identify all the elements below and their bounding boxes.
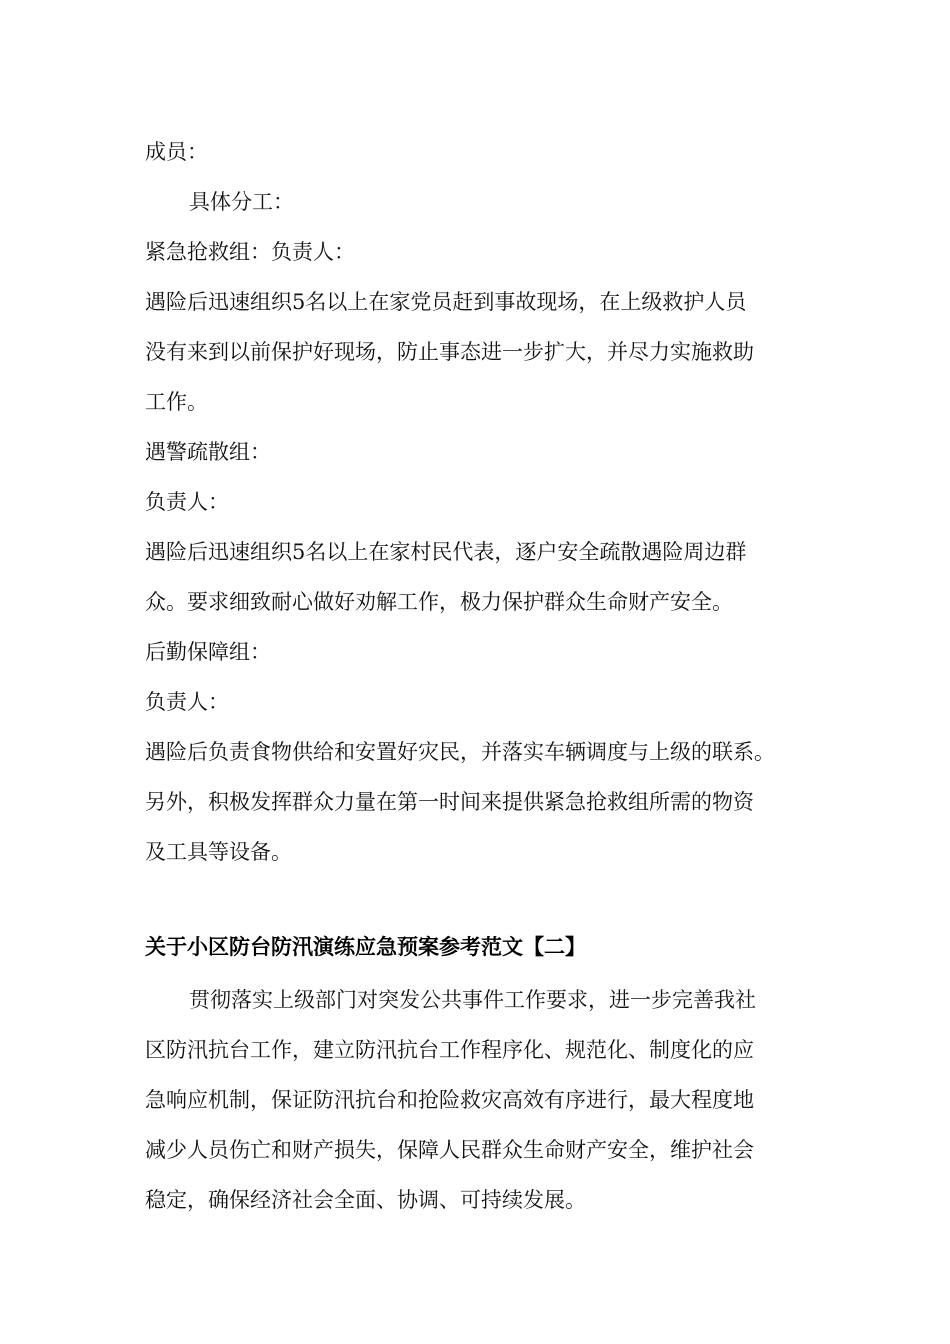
logistics-group-text-line-1: 遇险后负责食物供给和安置好灾民，并落实车辆调度与上级的联系。 — [145, 740, 775, 764]
evacuation-group-leader: 负责人： — [145, 490, 229, 514]
division-label: 具体分工： — [189, 190, 294, 214]
intro-paragraph-line-5: 稳定，确保经济社会全面、协调、可持续发展。 — [145, 1188, 586, 1212]
rescue-group-heading: 紧急抢救组：负责人： — [145, 240, 355, 264]
rescue-group-text-line-2: 没有来到以前保护好现场，防止事态进一步扩大，并尽力实施救助 — [145, 340, 754, 364]
section-title: 关于小区防台防汛演练应急预案参考范文【二】 — [145, 935, 586, 959]
rescue-group-text-line-3: 工作。 — [145, 390, 208, 414]
logistics-group-leader: 负责人： — [145, 690, 229, 714]
logistics-group-text-line-2: 另外，积极发挥群众力量在第一时间来提供紧急抢救组所需的物资 — [145, 790, 754, 814]
logistics-group-heading: 后勤保障组： — [145, 640, 271, 664]
intro-paragraph-line-2: 区防汛抗台工作，建立防汛抗台工作程序化、规范化、制度化的应 — [145, 1038, 754, 1062]
rescue-group-text-line-1: 遇险后迅速组织5名以上在家党员赶到事故现场，在上级救护人员 — [145, 290, 747, 314]
intro-paragraph-line-4: 减少人员伤亡和财产损失，保障人民群众生命财产安全，维护社会 — [145, 1138, 754, 1162]
evacuation-group-text-line-2: 众。要求细致耐心做好劝解工作，极力保护群众生命财产安全。 — [145, 590, 733, 614]
intro-paragraph-line-3: 急响应机制，保证防汛抗台和抢险救灾高效有序进行，最大程度地 — [145, 1088, 754, 1112]
logistics-group-text-line-3: 及工具等设备。 — [145, 840, 292, 864]
members-label: 成员： — [145, 140, 208, 164]
intro-paragraph-line-1: 贯彻落实上级部门对突发公共事件工作要求，进一步完善我社 — [189, 988, 756, 1012]
evacuation-group-text-line-1: 遇险后迅速组织5名以上在家村民代表，逐户安全疏散遇险周边群 — [145, 540, 747, 564]
evacuation-group-heading: 遇警疏散组： — [145, 440, 271, 464]
